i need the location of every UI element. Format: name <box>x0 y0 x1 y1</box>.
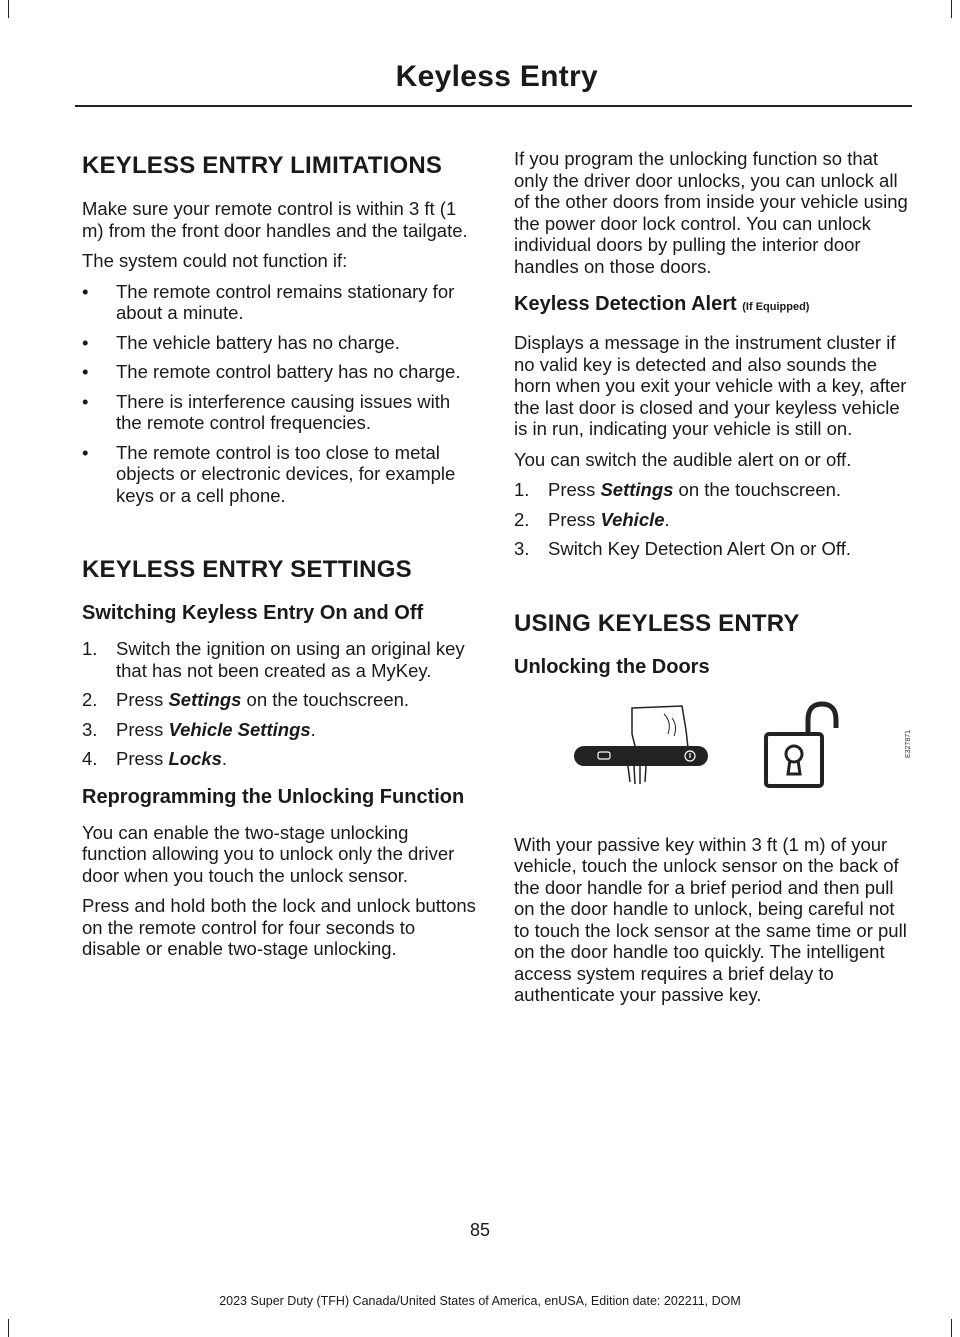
crop-mark <box>8 1319 9 1337</box>
list-item: 2. Press Settings on the touchscreen. <box>82 689 410 710</box>
heading-settings: KEYLESS ENTRY SETTINGS <box>82 556 412 583</box>
hand-touching-handle-icon <box>572 704 722 794</box>
header-rule <box>75 105 912 107</box>
paragraph-displays: Displays a message in the instrument cluster if no valid key is detected and also sounds the horn when you exit your vehicle with a key, after the last door is closed and your keyless vehicle is in run, indicating your vehicle is still on. <box>514 332 907 439</box>
list-item: 1. Press Settings on the touchscreen. <box>514 479 842 500</box>
list-item: • The remote control is too close to metal objects or electronic devices, for example keys or a cell phone. <box>82 441 456 506</box>
paragraph-passive: With your passive key within 3 ft (1 m) of your vehicle, touch the unlock sensor on the back of the door handle for a brief period and then pull on the door handle to unlock, being careful not to touch the lock sensor at the same time or pull on the door handle too quickly. The intelligent access system requires a brief delay to authenticate your passive key. <box>514 833 907 1005</box>
heading-unlocking: Unlocking the Doors <box>514 655 710 678</box>
list-item: • The vehicle battery has no charge. <box>82 331 400 353</box>
list-item: 4. Press Locks. <box>82 748 228 769</box>
figure-code: E327871 <box>905 729 912 758</box>
list-item: 3. Press Vehicle Settings. <box>82 718 316 740</box>
limitations-list <box>82 281 478 507</box>
unlock-illustration <box>514 700 910 800</box>
heading-detection: Keyless Detection Alert (If Equipped) <box>514 293 810 315</box>
left-column <box>82 140 478 969</box>
list-item: • There is interference causing issues with the remote control frequencies. <box>82 390 451 433</box>
crop-mark <box>951 1319 952 1337</box>
right-column <box>514 148 910 1015</box>
crop-mark <box>8 0 9 18</box>
list-item: 3. Switch Key Detection Alert On or Off. <box>514 538 851 559</box>
paragraph-could-not: The system could not function if: <box>82 250 348 271</box>
page-number: 85 <box>469 1220 491 1240</box>
list-item: 1. Switch the ignition on using an original key that has not been created as a MyKey. <box>82 638 465 681</box>
document-info: 2023 Super Duty (TFH) Canada/United States of America, enUSA, Edition date: 202211, DOM <box>219 1294 741 1308</box>
paragraph-make-sure: Make sure your remote control is within 3 ft (1 m) from the front door handles and the tailgate. <box>82 198 468 241</box>
alert-steps-list <box>514 479 910 560</box>
paragraph-two-stage: You can enable the two-stage unlocking function allowing you to unlock only the driver door when you touch the unlock sensor. <box>82 821 455 886</box>
heading-limitations: KEYLESS ENTRY LIMITATIONS <box>82 152 443 179</box>
switch-steps-list <box>82 638 478 770</box>
list-item: • The remote control battery has no charge. <box>82 361 461 382</box>
list-item: • The remote control remains stationary for about a minute. <box>82 280 455 323</box>
paragraph-program: If you program the unlocking function so that only the driver door unlocks, you can unlock all of the other doors from inside your vehicle using the power door lock control. You can unlock individual doors by pulling the interior door handles on those doors. <box>514 148 908 277</box>
crop-mark <box>951 0 952 18</box>
list-item: 2. Press Vehicle. <box>514 508 670 530</box>
heading-switching: Switching Keyless Entry On and Off <box>82 602 424 624</box>
paragraph-press-hold: Press and hold both the lock and unlock buttons on the remote control for four seconds to disable or enable two-stage unlocking. <box>82 895 476 959</box>
heading-using: USING KEYLESS ENTRY <box>514 609 800 637</box>
paragraph-switch-audible: You can switch the audible alert on or off. <box>514 448 852 470</box>
heading-reprogramming: Reprogramming the Unlocking Function <box>82 785 465 808</box>
unlocked-padlock-icon <box>760 698 840 794</box>
page-title: Keyless Entry <box>395 60 598 93</box>
